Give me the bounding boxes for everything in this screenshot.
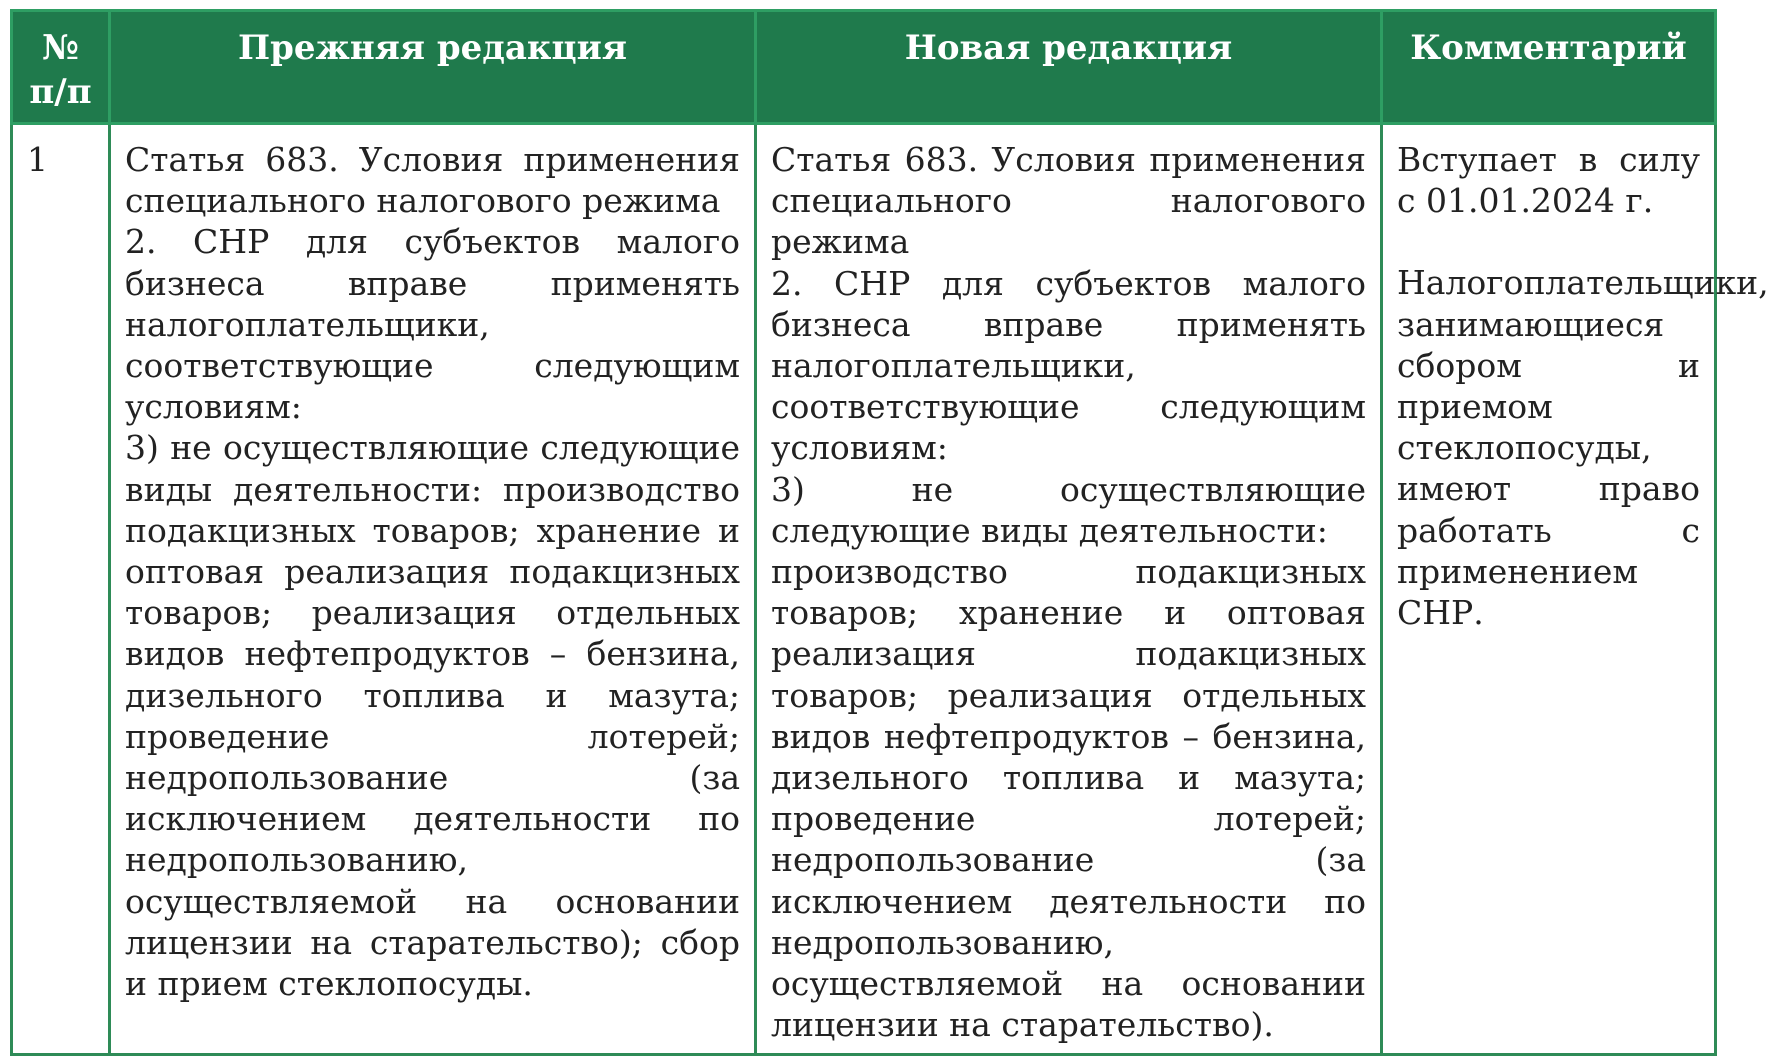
comparison-table (10, 9, 1769, 1056)
row-number-cell: 1 (12, 124, 110, 1055)
old-clause-2: 2. СНР для субъектов малого бизнеса вправе применять налогоплательщики, соответствующие следующим условиям: (125, 222, 740, 427)
comment-explanation: Налогоплательщики, занимающиеся сбором и приемом стеклопосуды, имеют право работать с применением СНР. (1397, 263, 1769, 633)
new-article-title: Статья 683. Условия применения специального налогового режима (771, 140, 1366, 262)
new-clause-2: 2. СНР для субъектов малого бизнеса вправе применять налогоплательщики, соответствующие следующим условиям: (771, 263, 1366, 468)
comment-effective-date: Вступает в силу с 01.01.2024 г. (1397, 140, 1700, 221)
new-clause-3-list: производство подакцизных товаров; хранение и оптовая реализация подакцизных товаров; реализация отдельных видов нефтепродуктов – бензина, дизельного топлива и мазута; проведение лотерей; недропользование (за исключением деятельности по недропользованию, осуществляемой на основании лицензии на старательство). (771, 552, 1366, 1045)
old-clause-3: 3) не осуществляющие следующие виды деятельности: производство подакцизных товаров; хранение и оптовая реализация подакцизных товаров; реализация отдельных видов нефтепродуктов – бензина, дизельного топлива и мазута; проведение лотерей; недропользование (за исключением деятельности по недропользованию, осуществляемой на основании лицензии на старательство); сбор и прием стеклопосуды. (125, 428, 740, 1004)
header-number-symbol: № (42, 28, 79, 68)
new-clause-3-intro: 3) не осуществляющие следующие виды деятельности: (771, 469, 1366, 550)
comparison-table-container (10, 9, 1769, 1045)
header-new-edition: Новая редакция (756, 11, 1382, 124)
table-row (12, 124, 1716, 1055)
header-number (12, 11, 110, 124)
table-header-row (12, 11, 1716, 124)
old-edition-cell (110, 124, 756, 1055)
header-old-edition: Прежняя редакция (110, 11, 756, 124)
comment-cell (1382, 124, 1769, 1055)
new-edition-cell (756, 124, 1382, 1055)
header-comment: Комментарий (1382, 11, 1716, 124)
old-article-title: Статья 683. Условия применения специального налогового режима (125, 140, 740, 221)
header-number-abbr: п/п (29, 72, 92, 112)
